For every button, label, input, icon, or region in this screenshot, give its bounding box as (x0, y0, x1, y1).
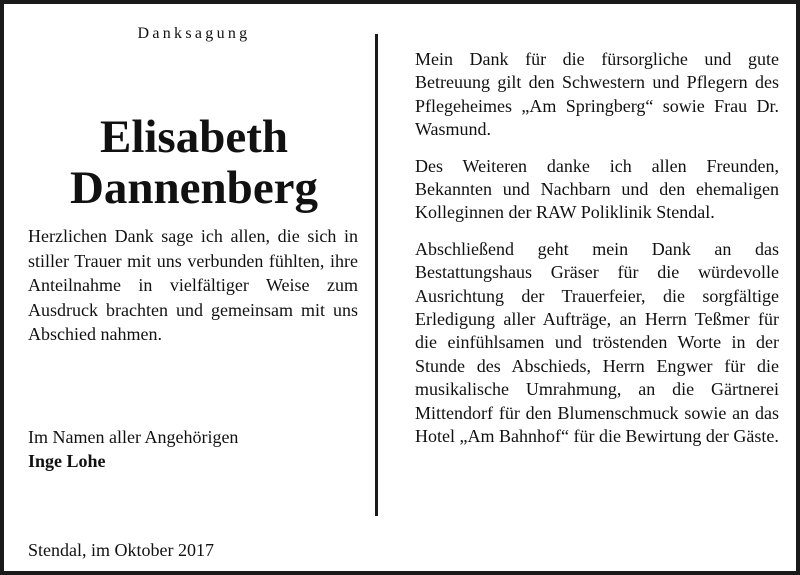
signature-block (28, 425, 358, 473)
deceased-last-name: Dannenberg (69, 162, 319, 214)
thanks-paragraph-care: Mein Dank für die fürsorgliche und gute Betreuung gilt den Schwestern und Pflegern des Pflegeheimes „Am Springberg“ sowie Frau Dr. Wasmund. (415, 49, 779, 140)
thanks-paragraph-friends: Des Weiteren danke ich allen Freunden, Bekannten und Nachbarn und den ehemaligen Kolleginnen der RAW Poliklinik Stendal. (415, 155, 779, 223)
left-column (28, 22, 360, 560)
signature-line: Im Namen aller Angehörigen (28, 427, 239, 447)
column-divider (375, 34, 378, 516)
notice-heading: Danksagung (137, 25, 251, 42)
place-date: Stendal, im Oktober 2017 (28, 540, 214, 560)
deceased-first-name: Elisabeth (99, 111, 289, 163)
right-column (415, 48, 779, 462)
thanks-paragraph-funeral: Abschließend geht mein Dank an das Bestattungshaus Gräser für die würdevolle Ausrichtung der Trauerfeier, die sorgfältige Erledigung aller Aufträge, an Herrn Teßmer für die einfühlsamen und tröstenden Worte in der Stunde des Abschieds, Herrn Engwer für die musikalische Umrahmung, an die Gärtnerei Mittendorf für den Blumenschmuck sowie an das Hotel „Am Bahnhof“ für die Bewirtung der Gäste. (415, 238, 779, 447)
intro-text: Herzlichen Dank sage ich allen, die sich in stiller Trauer mit uns verbunden fühlten, ihre Anteilnahme in vielfältiger Weise zum Ausdruck brachten und gemeinsam mit uns Abschied nahmen. (28, 226, 358, 345)
deceased-name (28, 112, 360, 214)
signer-name: Inge Lohe (28, 451, 106, 471)
